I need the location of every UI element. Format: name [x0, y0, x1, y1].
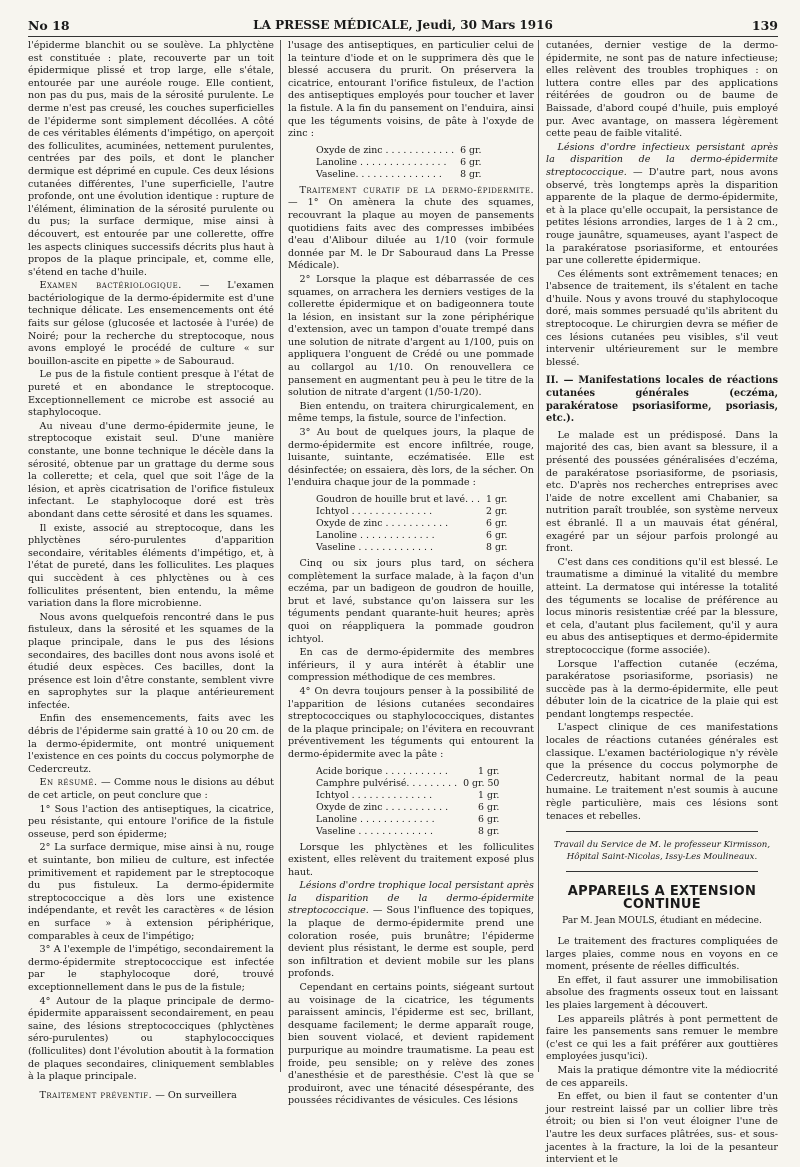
- quantity: 1 gr.: [478, 765, 500, 777]
- formula-row: [314, 826, 501, 838]
- quantity: 6 gr.: [486, 518, 508, 529]
- ingredient: Vaseline . . . . . . . . . . . . .: [316, 825, 433, 837]
- section-lead: En résumé.: [39, 777, 98, 789]
- ingredient: Oxyde de zinc . . . . . . . . . . .: [316, 801, 449, 813]
- paragraph: Lésions d'ordre infectieux persistant après la disparition de la dermo-épidermite streptococcique. — D'autre part, nous avons observé, très longtemps après la disparition apparente de la plaque de dermo-épidermite, et à la place qu'elle occupait, la persistance de petites lésions arrondies, larges de 1 à 2 cm., rouge jaunâtre, squameuses, ayant l'aspect de la parakératose psoriasiforme, et entourées par une collerette épidermique.: [546, 141, 778, 267]
- formula-row: [314, 542, 509, 554]
- article-author: Par M. Jean MOULS, étudiant en médecine.: [562, 916, 762, 927]
- ingredient: Oxyde de zinc . . . . . . . . . . .: [316, 518, 449, 529]
- paragraph: Traitement curatif de la dermo-épidermite. — 1° On amènera la chute des squames, recouvrant la plaque au moyen de pansements quotidiens faits avec des compresses imbibées d'eau d'Alibour diluée au 1/10 (voir formule donnée par M. le Dr Sabouraud dans La Presse Médicale).: [288, 184, 534, 272]
- paragraph: Lorsque l'affection cutanée (eczéma, parakératose psoriasiforme, psoriasis) ne succède pas à la dermo-épidermite, elle peut débuter loin de la cicatrice de la plaie qui est pendant longtemps respectée.: [546, 658, 778, 720]
- credit-line: Travail du Service de M. le professeur Kirmisson,: [553, 840, 771, 851]
- paragraph: Lorsque les phlyctènes et les folliculites existent, elles relèvent du traitement exposé plus haut.: [288, 841, 534, 878]
- paragraph: En cas de dermo-épidermite des membres inférieurs, il y aura intérêt à établir une compression méthodique de ces membres.: [288, 647, 534, 684]
- paragraph: 3° A l'exemple de l'impétigo, secondairement la dermo-épidermite streptococcique est infectée par le staphylocoque doré, trouvé exceptionnellement dans le pus de la fistule;: [28, 944, 274, 993]
- formula-row: [314, 494, 509, 506]
- quantity: 0 gr. 50: [463, 777, 500, 789]
- column-3: [546, 40, 778, 1167]
- formula-row: [314, 802, 501, 814]
- paragraph: Les appareils plâtrés à pont permettent de faire les pansements sans remuer le membre (c'est ce qui les a fait préférer aux gouttières employées jusqu'ici).: [546, 1013, 778, 1063]
- ingredient: Lanoline . . . . . . . . . . . . . . .: [316, 156, 447, 168]
- paragraph: L'aspect clinique de ces manifestations locales de réactions cutanées générales est classique. L'examen bactériologique n'y révèle que la présence du coccus polymorphe de Cedercreutz, habitant normal de la peau humaine. Le traitement n'est soumis à aucune règle particulière, mais ces lésions sont tenaces et rebelles.: [546, 722, 778, 822]
- paragraph: En effet, ou bien il faut se contenter d'un jour restreint laissé par un collier libre très étroit; ou bien si l'on veut éloigner l'une de l'autre les deux surfaces plâtrées, sus- et sous-jacentes à la fracture, la loi de la pesanteur intervient et le: [546, 1091, 778, 1166]
- article-title: APPAREILS A EXTENSION CONTINUE: [567, 884, 757, 912]
- paragraph: Le pus de la fistule contient presque à l'état de pureté et en abondance le streptocoque. Exceptionnellement ce microbe est associé au staphylocoque.: [28, 369, 274, 419]
- ingredient: Goudron de houille brut et lavé. . .: [316, 494, 480, 505]
- ingredient: Oxyde de zinc . . . . . . . . . . . .: [316, 144, 455, 156]
- page-number: 139: [751, 18, 778, 33]
- quantity: 8 gr.: [460, 168, 482, 180]
- paragraph: Traitement préventif. — On surveillera: [39, 1089, 237, 1101]
- paragraph: Le traitement des fractures compliquées de larges plaies, comme nous en voyons en ce moment, présente de réelles difficultés.: [546, 936, 778, 973]
- quantity: 8 gr.: [486, 542, 508, 553]
- ingredient: Lanoline . . . . . . . . . . . . .: [316, 530, 435, 541]
- paragraph: Au niveau d'une dermo-épidermite jeune, le streptocoque existait seul. D'une manière constante, une bonne technique le décèle dans la sérosité, obtenue par un grattage du derme sous la collerette; et cela, quel que soit l'âge de la lésion, et après cicatrisation de l'orifice fistuleux infectant. Le staphylocoque doré est très abondant dans cette sérosité et dans les squames.: [28, 420, 274, 520]
- formula-row: [314, 145, 483, 157]
- formula-table: [314, 766, 501, 838]
- section-heading: II. — Manifestations locales de réactions cutanées générales (eczéma, parakératose psoriasiforme, psoriasis, etc.).: [546, 375, 778, 425]
- section-lead: Examen bactériologique.: [39, 280, 182, 292]
- section-lead: Lésions d'ordre infectieux persistant après la disparition de la dermo-épidermite streptococcique.: [546, 141, 778, 178]
- journal-title: LA PRESSE MÉDICALE, Jeudi, 30 Mars 1916: [253, 18, 553, 32]
- paragraph: l'usage des antiseptiques, en particulier celui de la teinture d'iode et on le supprimera dès que le blessé accusera du prurit. On préservera la cicatrice, entourant l'orifice fistuleux, de l'action des antiseptiques employés pour toucher et laver la fistule. A la fin du pansement on l'enduira, ainsi que les téguments voisins, de pâte à l'oxyde de zinc :: [288, 40, 534, 140]
- issue-number: No 18: [28, 18, 70, 33]
- column-2: [288, 40, 534, 1108]
- formula-row: [314, 530, 509, 542]
- quantity: 6 gr.: [460, 144, 482, 156]
- quantity: 6 gr.: [486, 530, 508, 541]
- paragraph: l'épiderme blanchit ou se soulève. La phlyctène est constituée : plate, recouverte par un toit épidermique plissé et trop large, elle s'étale, entourée par une auréole rouge. Elle contient, non pas du pus, mais de la sérosité purulente. Le derme n'est pas creusé, les couches superficielles de l'épiderme sont simplement décollées. A côté de ces véritables éléments d'impétigo, on aperçoit des folliculites, acuminées, nettement purulentes, centrées par des poils, et dont le plancher dermique est déprimé en cupule. Ces deux lésions cutanées différentes, l'une superficielle, l'autre profonde, ont une évolution identique : rupture de l'élément, élimination de la sérosité purulente ou du pus; la surface dermique, mise ainsi à découvert, est entourée par une collerette, offre les aspects cliniques successifs décrits plus haut à propos de la plaque principale, et, comme elle, s'étend en tache d'huile.: [28, 40, 274, 278]
- formula-row: [314, 506, 509, 518]
- section-lead: Traitement curatif de la dermo-épidermite.: [299, 184, 534, 196]
- quantity: 6 gr.: [460, 156, 482, 168]
- page-header: [28, 18, 778, 38]
- ingredient: Vaseline . . . . . . . . . . . . .: [316, 542, 433, 553]
- quantity: 1 gr.: [478, 789, 500, 801]
- ingredient: Acide borique . . . . . . . . . . .: [316, 765, 448, 777]
- paragraph: Le malade est un prédisposé. Dans la majorité des cas, bien avant sa blessure, il a présenté des poussées généralisées d'eczéma, de parakératose psoriasiforme, de psoriasis, etc. D'après nos recherches entreprises avec l'aide de notre excellent ami Chabanier, sa nutrition paraît troublée, son système nerveux est ébranlé. Il a un mauvais état général, exagéré par un séjour parfois prolongé au front.: [546, 429, 778, 555]
- paragraph: 1° Sous l'action des antiseptiques, la cicatrice, peu résistante, qui entoure l'orifice de la fistule osseuse, perd son épiderme;: [28, 803, 274, 840]
- column-divider: [538, 40, 539, 1072]
- paragraph: Nous avons quelquefois rencontré dans le pus fistuleux, dans la sérosité et les squames de la plaque principale, dans le pus des lésions secondaires, des bacilles dont nous avons isolé et étudié deux espèces. Ces bacilles, dont la présence est loin d'être constante, semblent vivre en saprophytes sur la plaque antérieurement infectée.: [28, 611, 274, 711]
- paragraph: En effet, il faut assurer une immobilisation absolue des fragments osseux tout en laissant les plaies largement à découvert.: [546, 974, 778, 1011]
- formula-table: [314, 494, 509, 554]
- paragraph: Mais la pratique démontre vite la médiocrité de ces appareils.: [546, 1064, 778, 1089]
- paragraph: Cependant en certains points, siégeant surtout au voisinage de la cicatrice, les téguments paraissent amincis, l'épiderme est sec, brillant, desquame facilement; le derme apparaît rouge, bien souvent violacé, et devient rapidement purpurique au moindre traumatisme. La peau est froide, peu sensible; on y relève des zones d'anesthésie et de paresthésie. C'est là que se produiront, avec une ténacité désespérante, des poussées récidivantes de vésicules. Ces lésions: [288, 982, 534, 1107]
- quantity: 6 gr.: [478, 813, 500, 825]
- formula-row: [314, 169, 483, 181]
- paragraph: 4° On devra toujours penser à la possibilité de l'apparition de lésions cutanées secondaires streptococciques ou staphylococciques, distantes de la plaque principale; on l'évitera en recouvrant préventivement les téguments qui entourent la dermo-épidermite avec la pâte :: [288, 685, 534, 760]
- quantity: 2 gr.: [486, 506, 508, 517]
- paragraph: C'est dans ces conditions qu'il est blessé. Le traumatisme a diminué la vitalité du membre atteint. La dermatose qui intéresse la totalité des téguments se localise de préférence au locus minoris resistentiæ créé par la blessure, et cela, d'autant plus facilement, qu'il y aura eu abus des antiseptiques et dermo-épidermite streptococcique (forme associée).: [546, 556, 778, 656]
- separator-rule: [566, 871, 758, 872]
- paragraph: Cinq ou six jours plus tard, on séchera complètement la surface malade, à la façon d'un eczéma, par un badigeon de goudron de houille, brut et lavé, substance qu'on laissera sur les téguments pendant quarante-huit heures; après quoi on réappliquera la pommade goudron ichtyol.: [288, 558, 534, 645]
- paragraph: 2° La surface dermique, mise ainsi à nu, rouge et suintante, bon milieu de culture, est infectée primitivement et rapidement par le streptocoque du pus fistuleux. La dermo-épidermite streptococcique a dès lors une existence indépendante, et revêt les caractères « de lésion en surface » à extension périphérique, comparables à ceux de l'impétigo;: [28, 842, 274, 942]
- column-divider: [280, 40, 281, 1072]
- formula-row: [314, 518, 509, 530]
- ingredient: Camphre pulvérisé. . . . . . . . .: [316, 777, 458, 789]
- header-rule: [28, 36, 778, 37]
- paragraph: Il existe, associé au streptocoque, dans les phlyctènes séro-purulentes d'apparition secondaire, véritables éléments d'impétigo, et, à l'état de pureté, dans les folliculites. Les plaques qui succèdent à ces phlyctènes ou à ces folliculites présentent, bien entendu, la même variation dans la flore microbienne.: [28, 522, 274, 610]
- separator-rule: [566, 831, 758, 832]
- paragraph: Lésions d'ordre trophique local persistant après la disparition de la dermo-épidermite streptococcique. — Sous l'influence des topiques, la plaque de dermo-épidermite prend une coloration rosée, puis brunâtre; l'épiderme devient plus résistant, le derme est souple, perd son infiltration et devient mobile sur les plans profonds.: [288, 880, 534, 980]
- paragraph: Bien entendu, on traitera chirurgicalement, en même temps, la fistule, source de l'infection.: [288, 400, 534, 425]
- section-lead: Traitement préventif.: [39, 1089, 153, 1101]
- formula-row: [314, 157, 483, 169]
- quantity: 8 gr.: [478, 825, 500, 837]
- section-lead: Lésions d'ordre trophique local persistant après la disparition de la dermo-épidermite streptococcique.: [288, 880, 534, 917]
- paragraph: En résumé. — Comme nous le disions au début de cet article, on peut conclure que :: [28, 777, 274, 802]
- formula-table: [314, 145, 483, 181]
- ingredient: Lanoline . . . . . . . . . . . . .: [316, 813, 435, 825]
- ingredient: Ichtyol . . . . . . . . . . . . . .: [316, 506, 433, 517]
- formula-row: [314, 790, 501, 802]
- quantity: 1 gr.: [486, 494, 508, 505]
- paragraph: Ces éléments sont extrêmement tenaces; en l'absence de traitement, ils s'étalent en tache d'huile. Nous y avons trouvé du staphylocoque doré, mais sommes persuadé qu'ils abritent du streptocoque. Le chirurgien devra se méfier de ces lésions cutanées peu visibles, s'il veut intervenir ultérieurement sur le membre blessé.: [546, 268, 778, 368]
- paragraph: Enfin des ensemencements, faits avec les débris de l'épiderme sain gratté à 10 ou 20 cm. de la dermo-épidermite, ont montré uniquement l'existence en ces points du coccus polymorphe de Cedercreutz.: [28, 713, 274, 775]
- paragraph: cutanées, dernier vestige de la dermo-épidermite, ne sont pas de nature infectieuse; elles relèvent des troubles trophiques : on luttera contre elles par des applications réitérées de goudron ou de baume de Baissade, d'abord coupé d'huile, puis employé pur. Avec avantage, on massera légèrement cette peau de faible vitalité.: [546, 40, 778, 140]
- credit-line: Hôpital Saint-Nicolas, Issy-Les Moulineaux.: [566, 852, 758, 863]
- paragraph: 2° Lorsque la plaque est débarrassée de ces squames, on arrachera les derniers vestiges de la collerette épidermique et on badigeonnera toute la lésion, en insistant sur la zone périphérique d'extension, avec un tampon d'ouate trempé dans une solution de nitrate d'argent au 1/100, puis on appliquera l'onguent de Crédé ou une pommade au collargol au 1/10. On renouvellera ce pansement en augmentant peu à peu le titre de la solution de nitrate d'argent (1/50-1/20).: [288, 273, 534, 399]
- paragraph: Examen bactériologique. — L'examen bactériologique de la dermo-épidermite est d'une technique délicate. Les ensemencements ont été faits sur gélose (glucosée et lactosée à l'urée) de Noiré; pour la recherche du streptocoque, nous avons employé le procédé de culture « sur bouillon-ascite en pipette » de Sabouraud.: [28, 280, 274, 367]
- ingredient: Vaseline. . . . . . . . . . . . . . .: [316, 168, 442, 180]
- quantity: 6 gr.: [478, 801, 500, 813]
- column-1: [28, 40, 274, 1102]
- paragraph: 4° Autour de la plaque principale de dermo-épidermite apparaissent secondairement, en peau saine, des lésions streptococciques (phlyctènes séro-purulentes) ou staphylococciques (folliculites) dont l'évolution aboutit à la formation de plaques secondaires, cliniquement semblables à la plaque principale.: [28, 995, 274, 1083]
- formula-row: [314, 766, 501, 778]
- ingredient: Ichtyol . . . . . . . . . . . . . .: [316, 789, 433, 801]
- formula-row: [314, 814, 501, 826]
- formula-row: [314, 778, 501, 790]
- paragraph: 3° Au bout de quelques jours, la plaque de dermo-épidermite est encore infiltrée, rouge, luisante, suintante, eczématisée. Elle est désinfectée; on essaiera, dès lors, de la sécher. On l'enduira chaque jour de la pommade :: [288, 427, 534, 489]
